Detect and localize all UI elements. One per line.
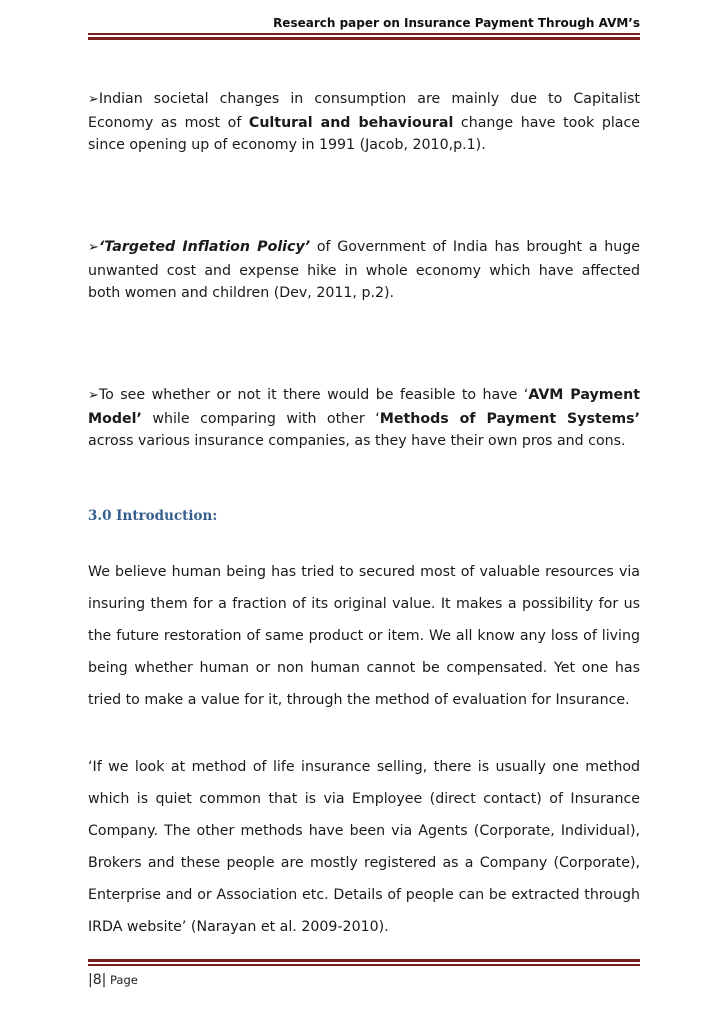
- bullet-paragraph-3: [88, 384, 640, 453]
- bullet-1-bold: Cultural and behavioural: [248, 114, 454, 131]
- page-number: |8|: [88, 972, 107, 988]
- bullet-2-bold: ‘Targeted Inflation Policy’: [98, 239, 311, 255]
- bullet-paragraph-2: [88, 236, 640, 305]
- bullet-paragraph-1: [88, 88, 640, 157]
- bullet-1-text-b: change have took place since opening up of economy in 1991 (Jacob, 2010,p.1).: [88, 114, 640, 153]
- body-paragraph-2: ‘If we look at method of life insurance selling, there is usually one method which is quiet common that is via Employee (direct contact) of Insurance Company. The other methods have been via Agents (Corporate, Individual), Brokers and these people are mostly registered as a Company (Corporate), Enterprise and or Association etc. Details of people can be extracted through IRDA website’ (Narayan et al. 2009-2010).: [88, 759, 640, 935]
- section-heading: 3.0 Introduction:: [88, 508, 218, 524]
- arrow-bullet-icon: ➢: [88, 240, 99, 255]
- body-paragraph-1: We believe human being has tried to secured most of valuable resources via insuring them for a fraction of its original value. It makes a possibility for us the future restoration of same product or item. We all know any loss of living being whether human or non human cannot be compensated. Yet one has tried to make a value for it, through the method of evaluation for Insurance.: [88, 564, 640, 708]
- footer-rule-thick: [88, 959, 640, 962]
- bullet-3-text-c: across various insurance companies, as they have their own pros and cons.: [88, 433, 626, 449]
- arrow-bullet-icon: ➢: [88, 92, 99, 107]
- bullet-2-text: of Government of India has brought a huge unwanted cost and expense hike in whole economy which have affected both women and children (Dev, 2011, p.2).: [88, 239, 640, 301]
- bullet-3-bold-b: Methods of Payment Systems’: [379, 410, 640, 427]
- bullet-1-text-a: Indian societal changes in consumption are mainly due to Capitalist Economy as most of: [88, 91, 640, 131]
- page-label: Page: [110, 973, 138, 987]
- header-rule-thick: [88, 37, 640, 40]
- footer-rule-thin: [88, 964, 640, 966]
- bullet-3-text-b: while comparing with other ‘: [141, 410, 380, 427]
- bullet-3-bold-a: AVM Payment Model’: [88, 387, 640, 427]
- header-rule-thin: [88, 33, 640, 35]
- arrow-bullet-icon: ➢: [88, 388, 99, 403]
- page-footer: [88, 972, 138, 988]
- running-header: Research paper on Insurance Payment Through AVM’s: [273, 16, 640, 30]
- bullet-3-text-a: To see whether or not it there would be feasible to have ‘: [98, 387, 529, 403]
